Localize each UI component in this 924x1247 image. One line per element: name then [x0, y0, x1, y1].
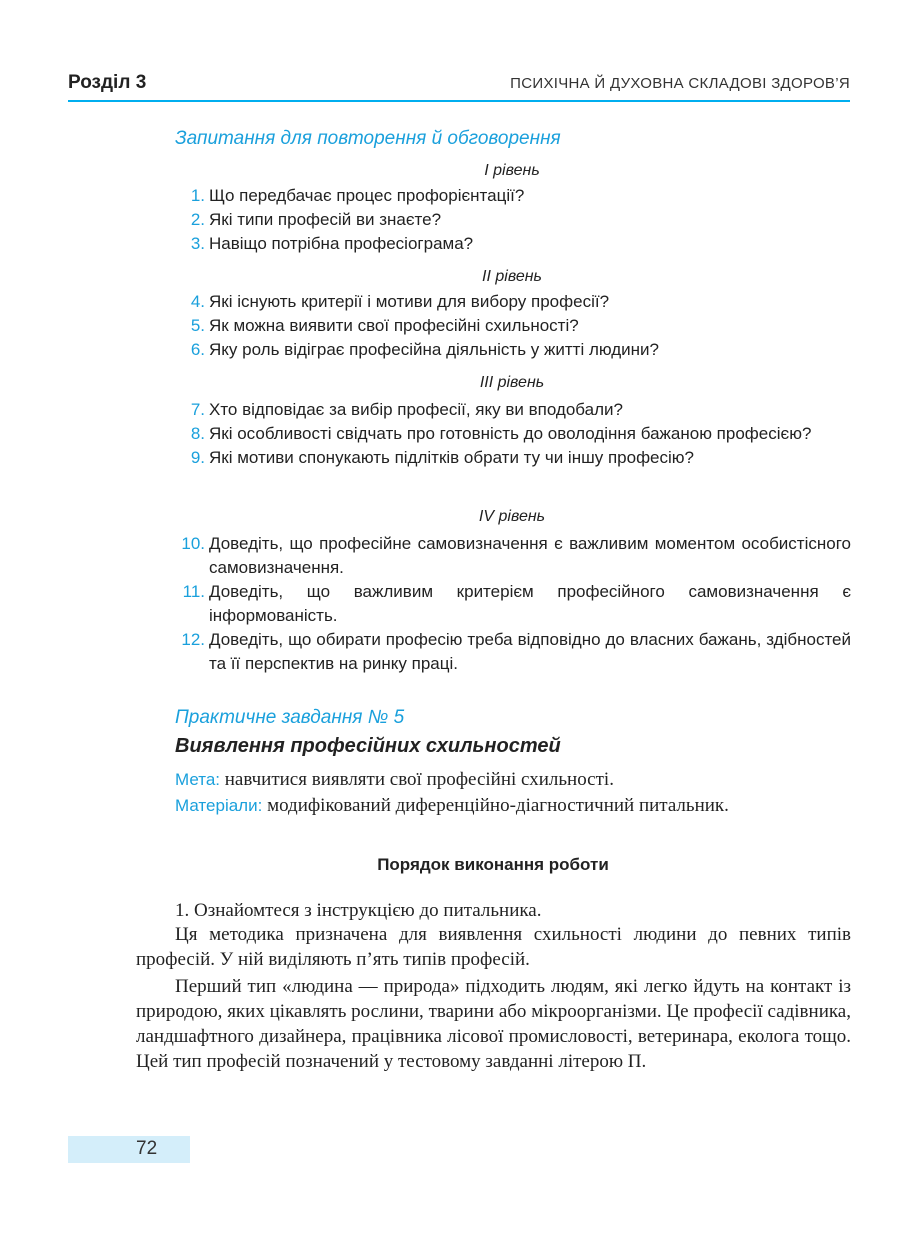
- question-number: 7.: [190, 400, 205, 419]
- question-text: Яку роль відіграє професійна діяльність у житті людини?: [209, 340, 659, 359]
- question-item: [175, 184, 851, 208]
- question-item: [175, 338, 851, 362]
- question-text: Доведіть, що професійне самовизначення є важливим моментом особистісного самовизначення.: [209, 534, 851, 577]
- goal-label: Мета:: [175, 770, 221, 789]
- question-text: Що передбачає процес профорієнтації?: [209, 186, 525, 205]
- materials-text: модифікований диференційно-діагностичний питальник.: [262, 795, 729, 816]
- question-item: [175, 314, 851, 338]
- question-item: [175, 398, 851, 422]
- question-item: [175, 422, 851, 446]
- procedure-heading: Порядок виконання роботи: [377, 855, 609, 874]
- question-text: Які типи професій ви знаєте?: [209, 210, 442, 229]
- question-text: Які існують критерії і мотиви для вибору професії?: [209, 292, 610, 311]
- question-text: Доведіть, що обирати професію треба відповідно до власних бажань, здібностей та її перспектив на ринку праці.: [209, 630, 851, 673]
- question-item: [175, 232, 851, 256]
- question-text: Навіщо потрібна професіограма?: [209, 234, 474, 253]
- question-item: [175, 532, 851, 580]
- question-list-level-4: [175, 532, 851, 676]
- question-text: Хто відповідає за вибір професії, яку ви вподобали?: [209, 400, 623, 419]
- materials-paragraph: [136, 793, 851, 818]
- question-number: 6.: [190, 340, 205, 359]
- practical-task-subtitle: Виявлення професійних схильностей: [175, 735, 561, 757]
- review-questions-title: Запитання для повторення й обговорення: [175, 128, 561, 149]
- page-header: [68, 72, 850, 100]
- question-number: 5.: [190, 316, 205, 335]
- section-label: Розділ 3: [68, 72, 147, 93]
- question-number: 9.: [190, 448, 205, 467]
- nature-type-paragraph: Перший тип «людина — природа» підходить людям, які легко йдуть на контакт із природою, яких цікавлять рослини, тварини або мікроорганізми. Це професії садівника, ландшафтного дизайнера, працівника лісової промисловості, ветеринара, еколога тощо. Цей тип професій позначений у тестовому завданні літерою П.: [136, 976, 851, 1072]
- goal-text: навчитися виявляти свої професійні схильності.: [220, 769, 614, 790]
- methodology-paragraph: Ця методика призначена для виявлення схильності людини до певних типів професій. У ній виділяють п’ять типів професій.: [136, 924, 851, 970]
- question-text: Як можна виявити свої професійні схильності?: [209, 316, 579, 335]
- page-number-box: [68, 1136, 190, 1163]
- header-divider: [68, 100, 850, 102]
- procedure-step-1: 1. Ознайомтеся з інструкцією до питальника.: [175, 900, 542, 921]
- materials-label: Матеріали:: [175, 796, 263, 815]
- question-list-level-2: [175, 290, 851, 362]
- chapter-title: ПСИХІЧНА Й ДУХОВНА СКЛАДОВІ ЗДОРОВ’Я: [510, 75, 850, 92]
- question-item: [175, 446, 851, 470]
- question-item: [175, 208, 851, 232]
- question-number: 10.: [181, 534, 205, 553]
- question-list-level-3: [175, 398, 851, 470]
- goal-paragraph: [175, 767, 851, 792]
- question-number: 3.: [190, 234, 205, 253]
- question-text: Які мотиви спонукають підлітків обрати ту чи іншу професію?: [209, 448, 694, 467]
- level-3-label: III рівень: [479, 374, 545, 391]
- question-number: 12.: [181, 630, 205, 649]
- question-item: [175, 290, 851, 314]
- question-list-level-1: [175, 184, 851, 256]
- question-text: Доведіть, що важливим критерієм професійного самовизначення є інформованість.: [209, 582, 851, 625]
- question-number: 1.: [190, 186, 205, 205]
- question-number: 2.: [190, 210, 205, 229]
- level-4-label: IV рівень: [478, 508, 546, 525]
- level-2-label: II рівень: [482, 268, 542, 285]
- question-item: [175, 580, 851, 628]
- level-1-label: I рівень: [484, 162, 540, 179]
- question-number: 4.: [190, 292, 205, 311]
- question-number: 11.: [182, 582, 205, 601]
- question-text: Які особливості свідчать про готовність до оволодіння бажаною професією?: [209, 424, 812, 443]
- question-number: 8.: [190, 424, 205, 443]
- question-item: [175, 628, 851, 676]
- practical-task-title: Практичне завдання № 5: [175, 707, 405, 728]
- page-number: 72: [136, 1138, 158, 1159]
